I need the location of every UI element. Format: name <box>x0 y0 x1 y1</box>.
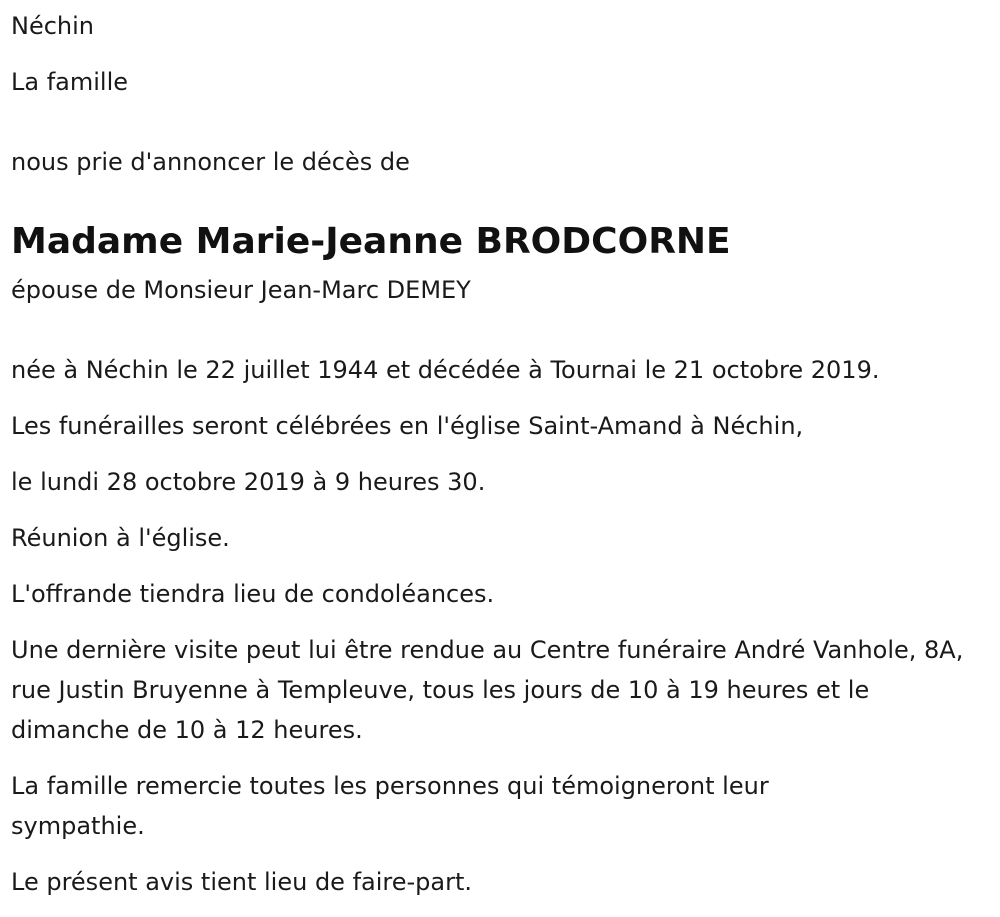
spouse-line: épouse de Monsieur Jean-Marc DEMEY <box>11 276 471 304</box>
visit-paragraph: Une dernière visite peut lui être rendue au Centre funéraire André Vanhole, 8A, rue Justin Bruyenne à Templeuve, tous les jours de 10 à 19 heures et le dimanche de 10 à 12 heures. <box>11 636 964 744</box>
announce-line: nous prie d'annoncer le décès de <box>11 148 410 176</box>
birth-death-line: née à Néchin le 22 juillet 1944 et décédée à Tournai le 21 octobre 2019. <box>11 356 880 384</box>
funeral-place-line: Les funérailles seront célébrées en l'église Saint-Amand à Néchin, <box>11 412 804 440</box>
location-text: Néchin <box>11 12 95 40</box>
offering-line: L'offrande tiendra lieu de condoléances. <box>11 580 495 608</box>
notice-line: Le présent avis tient lieu de faire-part. <box>11 868 473 896</box>
funeral-time-line: le lundi 28 octobre 2019 à 9 heures 30. <box>11 468 486 496</box>
meeting-line: Réunion à l'église. <box>11 524 230 552</box>
thanks-paragraph: La famille remercie toutes les personnes qui témoigneront leur sympathie. <box>11 772 769 840</box>
deceased-name: Madame Marie-Jeanne BRODCORNE <box>11 221 731 262</box>
family-line: La famille <box>11 68 129 96</box>
